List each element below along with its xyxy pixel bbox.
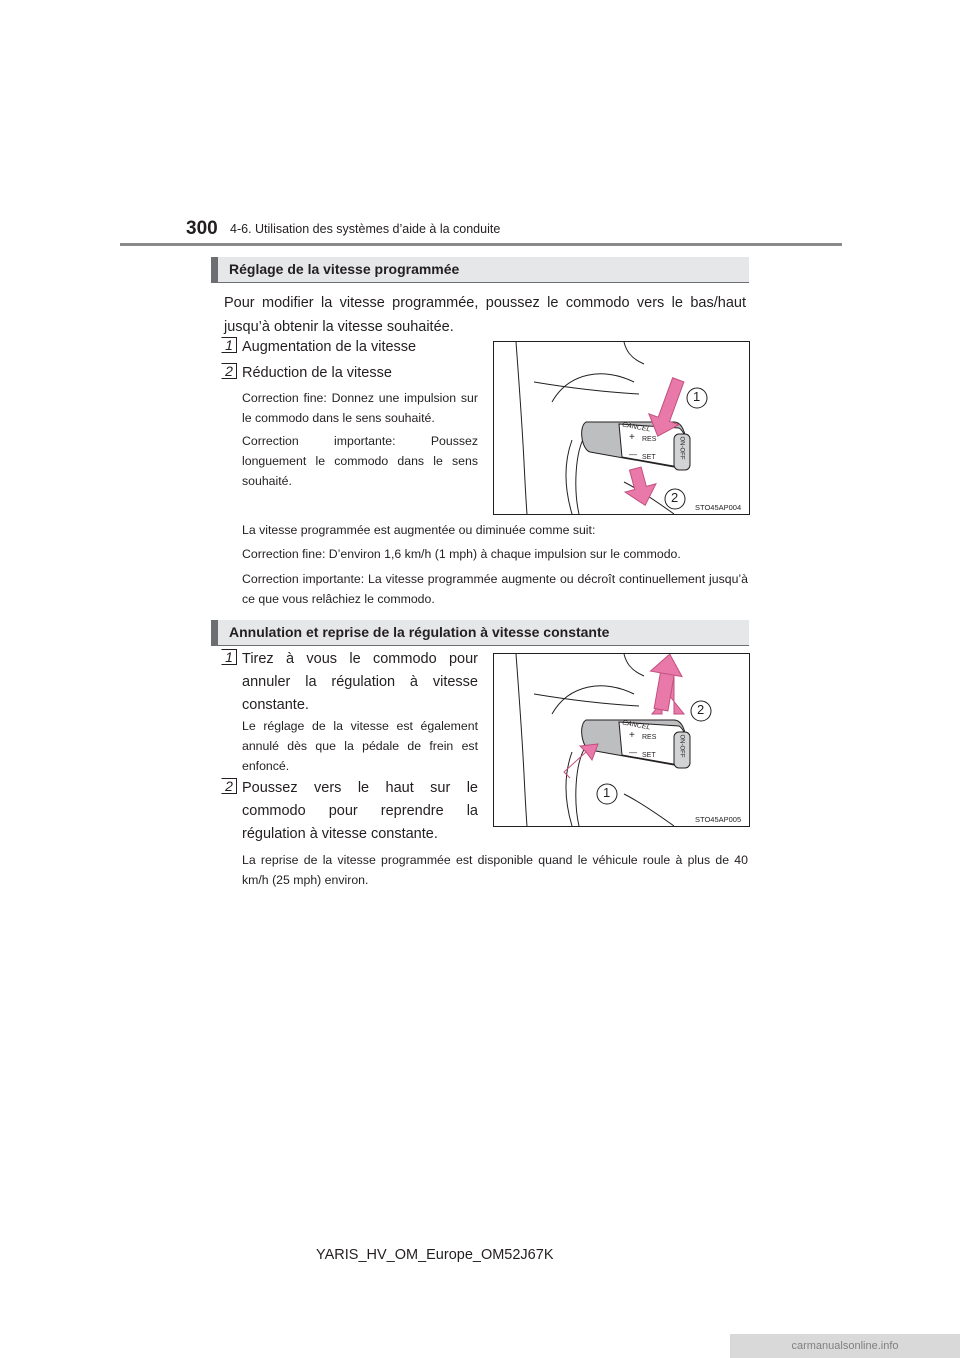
callout-2: 2 <box>671 490 679 505</box>
illustration-cancel-resume <box>493 653 750 827</box>
intro-paragraph: Pour modifier la vitesse programmée, poussez le commodo vers le bas/haut jusqu’à obtenir la vitesse souhaitée. <box>224 295 746 335</box>
lever-cancel-label: CANCEL <box>621 421 651 434</box>
lever-set-label: SET <box>642 752 656 759</box>
watermark: carmanualsonline.info <box>730 1334 960 1358</box>
section-heading-text: Annulation et reprise de la régulation à vitesse constante <box>229 624 610 640</box>
lever-onoff-label: ON-OFF <box>678 734 685 758</box>
item-decrease-speed: Réduction de la vitesse <box>242 365 392 381</box>
callout-1: 1 <box>693 389 701 404</box>
section-heading-speed-setting <box>211 257 749 283</box>
callout-1: 1 <box>603 785 611 800</box>
lever-plus-label: + <box>629 730 635 741</box>
step-number-1: 1 <box>221 337 237 353</box>
note-major-correction: Correction importante: Poussez longuement le commodo dans le sens souhaité. <box>242 434 478 488</box>
lever-res-label: RES <box>642 734 657 741</box>
note-fine-correction: Correction fine: Donnez une impulsion sur le commodo dans le sens souhaité. <box>242 391 478 425</box>
lever-onoff-label: ON-OFF <box>678 436 685 460</box>
document-code: YARIS_HV_OM_Europe_OM52J67K <box>316 1247 554 1263</box>
section-path: 4-6. Utilisation des systèmes d’aide à la conduite <box>230 222 501 236</box>
step-number-2: 2 <box>221 778 237 794</box>
note-fine-step: Correction fine: D’environ 1,6 km/h (1 mph) à chaque impulsion sur le commodo. <box>242 547 681 561</box>
figure-code: STO45AP005 <box>695 815 742 824</box>
note-resume-availability: La reprise de la vitesse programmée est disponible quand le véhicule roule à plus de 40 km/h (25 mph) environ. <box>242 853 748 887</box>
section-heading-text: Réglage de la vitesse programmée <box>229 261 460 277</box>
note-major-step: Correction importante: La vitesse programmée augmente ou décroît continuellement jusqu’à ce que vous relâchiez le commodo. <box>242 572 748 606</box>
step-number-1: 1 <box>221 649 237 665</box>
lever-minus-label: — <box>629 450 637 459</box>
lever-plus-label: + <box>629 432 635 443</box>
header-rule <box>120 243 842 246</box>
lever-cancel-label: CANCEL <box>621 719 651 732</box>
lever-set-label: SET <box>642 454 656 461</box>
lever-res-label: RES <box>642 436 657 443</box>
callout-2: 2 <box>697 702 705 717</box>
item-increase-speed: Augmentation de la vitesse <box>242 339 417 355</box>
item-cancel-cruise: Tirez à vous le commodo pour annuler la régulation à vitesse constante. <box>242 651 478 713</box>
note-speed-change: La vitesse programmée est augmentée ou diminuée comme suit: <box>242 523 596 537</box>
illustration-speed-setting <box>493 341 750 515</box>
section-heading-cancel-resume <box>211 620 749 646</box>
item-resume-cruise: Poussez vers le haut sur le commodo pour reprendre la régulation à vitesse constante. <box>242 780 478 842</box>
page-number: 300 <box>186 218 218 239</box>
lever-minus-label: — <box>629 748 637 757</box>
step-number-2: 2 <box>221 363 237 379</box>
figure-code: STO45AP004 <box>695 503 742 512</box>
lever-drawing <box>494 654 749 826</box>
note-brake-cancel: Le réglage de la vitesse est également annulé dès que la pédale de frein est enfoncé. <box>242 719 478 773</box>
